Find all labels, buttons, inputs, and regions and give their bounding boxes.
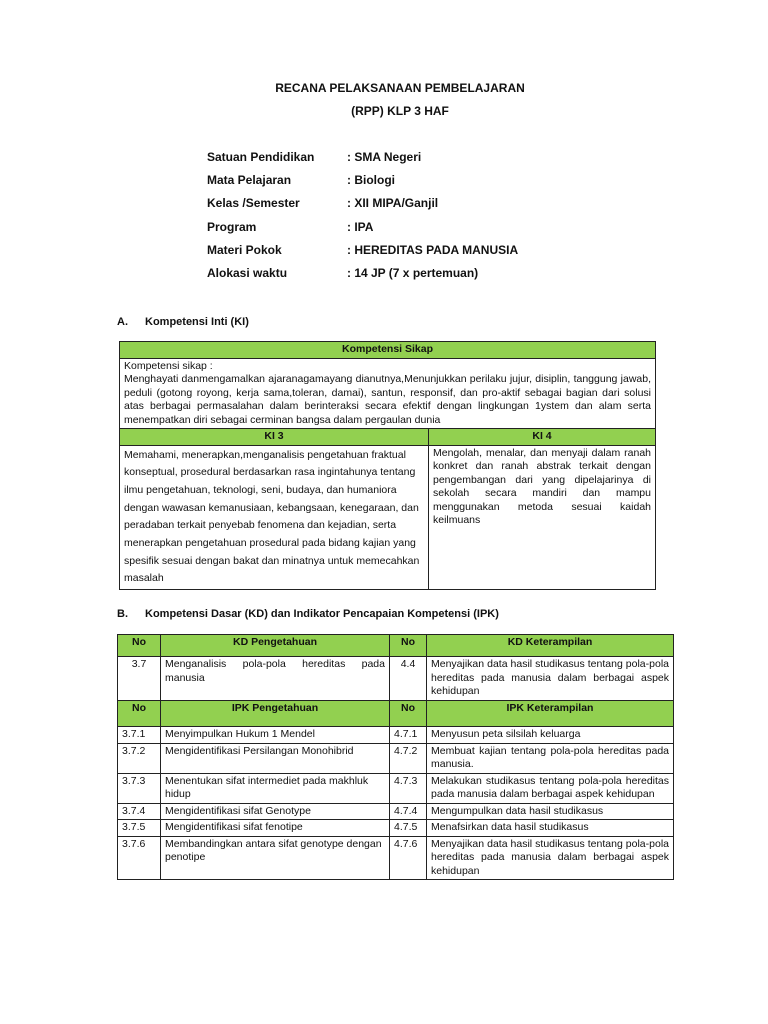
kd-text: Menganalisis pola-pola hereditas pada manusia <box>161 657 390 701</box>
ipk-no: 4.7.2 <box>390 743 427 773</box>
ipk-text: Menyajikan data hasil studikasus tentang pola-pola hereditas pada manusia dalam berbagai aspek kehidupan <box>427 836 674 880</box>
ki3-text: Memahami, menerapkan,menganalisis pengetahuan fraktual konseptual, prosedural berdasarkan rasa ingintahunya tentang ilmu pengetahuan, teknologi, seni, budaya, dan humaniora dengan wawasan kemanusiaan, kebangsaan, kenegaraan, dan peradaban terkait penyebab fenomena dan kejadian, serta menerapkan pengetahuan prosedural pada bidang kajian yang spesifik sesuai dengan bakat dan minatnya untuk memecahkan masalah <box>120 445 429 590</box>
identity-label: Alokasi waktu <box>207 265 288 280</box>
ipk-text: Menyusun peta silsilah keluarga <box>427 727 674 744</box>
section-b-heading <box>117 608 499 620</box>
ipk-no: 3.7.4 <box>118 803 161 820</box>
identity-row <box>207 243 518 266</box>
document-subtitle: (RPP) KLP 3 HAF <box>351 104 449 118</box>
ipk-text: Mengumpulkan data hasil studikasus <box>427 803 674 820</box>
sikap-cell <box>120 358 656 429</box>
ipk-text: Membandingkan antara sifat genotype dengan penotipe <box>161 836 390 880</box>
kd-header-keterampilan: KD Keterampilan <box>427 635 674 657</box>
identity-value: : HEREDITAS PADA MANUSIA <box>347 242 519 257</box>
ki4-header: KI 4 <box>429 429 656 446</box>
kd-text: Menyajikan data hasil studikasus tentang pola-pola hereditas pada manusia dalam berbagai aspek kehidupan <box>427 657 674 701</box>
identity-value: : SMA Negeri <box>347 150 422 164</box>
document-title: RECANA PELAKSANAAN PEMBELAJARAN <box>275 81 525 95</box>
ipk-text: Mengidentifikasi sifat fenotipe <box>161 820 390 837</box>
identity-row <box>207 150 518 173</box>
ipk-text: Mengidentifikasi sifat Genotype <box>161 803 390 820</box>
ipk-no: 3.7.2 <box>118 743 161 773</box>
section-title: Kompetensi Inti (KI) <box>145 316 249 328</box>
section-title: Kompetensi Dasar (KD) dan Indikator Pencapaian Kompetensi (IPK) <box>145 608 499 620</box>
identity-row <box>207 173 518 196</box>
section-letter: A. <box>117 316 128 328</box>
kd-header-pengetahuan: KD Pengetahuan <box>161 635 390 657</box>
ipk-no: 4.7.6 <box>390 836 427 880</box>
ipk-no: 4.7.1 <box>390 727 427 744</box>
kd-header-no: No <box>118 635 161 657</box>
ipk-row <box>118 820 674 837</box>
identity-label: Program <box>207 219 257 234</box>
ipk-text: Menentukan sifat intermediet pada makhluk hidup <box>161 773 390 803</box>
ipk-text: Menyimpulkan Hukum 1 Mendel <box>161 727 390 744</box>
ki3-header: KI 3 <box>120 429 429 446</box>
ipk-no: 3.7.1 <box>118 727 161 744</box>
identity-row <box>207 196 518 219</box>
ki-table <box>119 341 656 590</box>
identity-label: Satuan Pendidikan <box>207 150 315 164</box>
identity-value: : IPA <box>347 219 374 234</box>
ipk-header-pengetahuan: IPK Pengetahuan <box>161 701 390 727</box>
ipk-header-keterampilan: IPK Keterampilan <box>427 701 674 727</box>
ipk-row <box>118 773 674 803</box>
kd-no: 3.7 <box>118 657 161 701</box>
ipk-text: Membuat kajian tentang pola-pola hereditas pada manusia. <box>427 743 674 773</box>
section-a-heading <box>117 316 249 328</box>
ipk-no: 3.7.6 <box>118 836 161 880</box>
ipk-text: Menafsirkan data hasil studikasus <box>427 820 674 837</box>
ipk-no: 3.7.5 <box>118 820 161 837</box>
ipk-row <box>118 743 674 773</box>
ipk-row <box>118 803 674 820</box>
sikap-header: Kompetensi Sikap <box>120 342 656 359</box>
identity-block <box>207 150 518 289</box>
kd-no: 4.4 <box>390 657 427 701</box>
identity-value: : 14 JP (7 x pertemuan) <box>347 265 479 280</box>
section-letter: B. <box>117 608 128 620</box>
ipk-header-no: No <box>118 701 161 727</box>
ipk-text: Mengidentifikasi Persilangan Monohibrid <box>161 743 390 773</box>
ki4-text: Mengolah, menalar, dan menyaji dalam ranah konkret dan ranah abstrak terkait dengan pengembangan dari yang dipelajarinya di sekolah secara mandiri dan mampu menggunakan metoda sesuai kaidah keilmuans <box>429 445 656 590</box>
identity-label: Kelas /Semester <box>207 196 300 211</box>
ipk-no: 4.7.3 <box>390 773 427 803</box>
kd-table <box>117 634 674 880</box>
identity-value: : Biologi <box>347 173 395 188</box>
identity-row <box>207 266 518 289</box>
ipk-row <box>118 727 674 744</box>
identity-row <box>207 220 518 243</box>
identity-value: : XII MIPA/Ganjil <box>347 196 439 211</box>
ipk-header-no: No <box>390 701 427 727</box>
sikap-intro: Kompetensi sikap : <box>124 359 213 372</box>
kd-header-no: No <box>390 635 427 657</box>
identity-label: Mata Pelajaran <box>207 173 292 188</box>
identity-label: Materi Pokok <box>207 242 282 257</box>
ipk-text: Melakukan studikasus tentang pola-pola hereditas pada manusia dalam berbagai aspek kehidupan <box>427 773 674 803</box>
ipk-no: 4.7.5 <box>390 820 427 837</box>
ipk-no: 3.7.3 <box>118 773 161 803</box>
ipk-no: 4.7.4 <box>390 803 427 820</box>
ipk-row <box>118 836 674 880</box>
sikap-text: Menghayati danmengamalkan ajaranagamayang dianutnya,Menunjukkan perilaku jujur, disiplin, tanggung jawab, peduli (gotong royong, kerja sama,toleran, damai), santun, responsif, dan pro-aktif sebagai bagian dari solusi atas berbagai permasalahan dalam berinteraksi secara efektif dengan lingkungan 1ystem dan alam serta menempatkan diri sebagai cerminan bangsa dalam pergaulan dunia <box>124 373 651 426</box>
